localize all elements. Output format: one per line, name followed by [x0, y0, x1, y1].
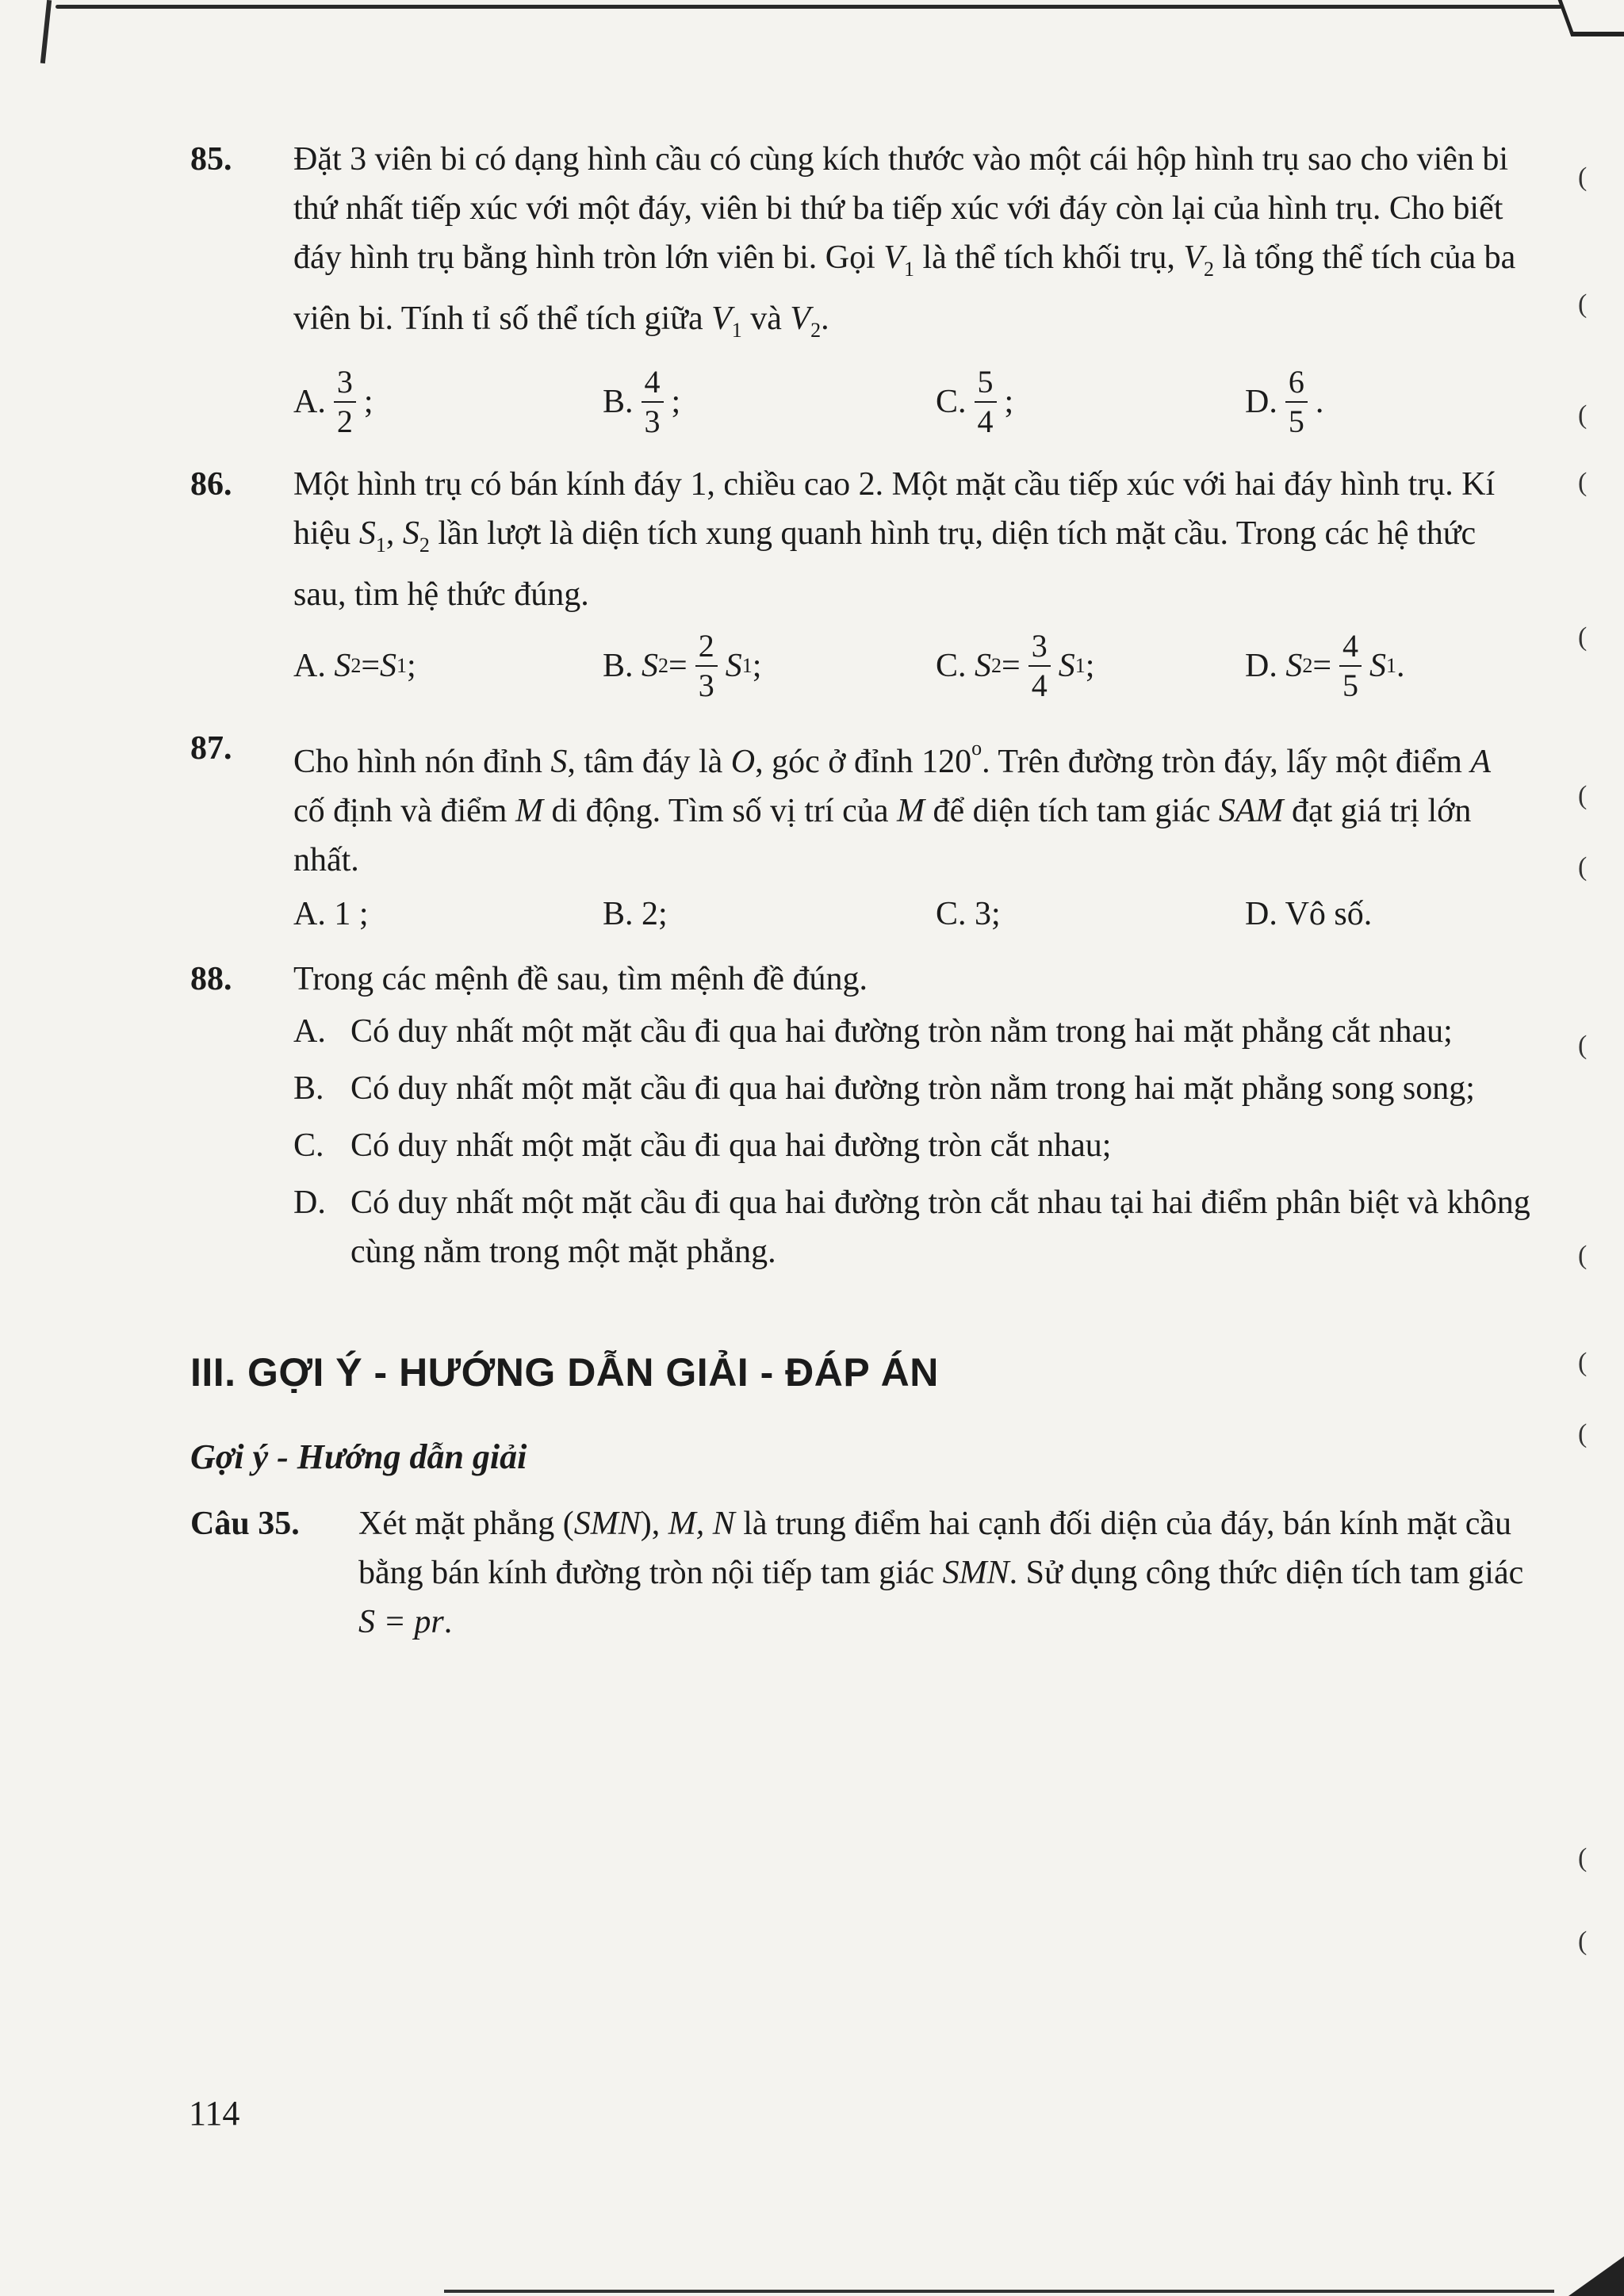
page-border-bottom	[444, 2290, 1554, 2293]
fraction: $\frac{3}{4}$	[1028, 627, 1051, 705]
margin-mark: (	[1578, 622, 1588, 652]
margin-mark: (	[1578, 1348, 1588, 1377]
question-number: 85.	[190, 141, 232, 178]
question-88	[190, 955, 1530, 1276]
option-b: B. 2;	[603, 896, 668, 932]
question-number: 86.	[190, 466, 232, 503]
solution-label: Câu 35.	[190, 1506, 300, 1542]
page-content	[190, 135, 1530, 1647]
question-number: 87.	[190, 730, 232, 767]
subheading: Gợi ý - Hướng dẫn giải	[190, 1437, 527, 1476]
margin-mark: (	[1578, 781, 1588, 810]
margin-mark: (	[1578, 468, 1588, 497]
margin-mark: (	[1578, 852, 1588, 882]
question-86	[190, 460, 1530, 713]
section-heading: III. GỢI Ý - HƯỚNG DẪN GIẢI - ĐÁP ÁN	[190, 1350, 939, 1395]
option-c: C. Có duy nhất một mặt cầu đi qua hai đường tròn cắt nhau;	[293, 1127, 1112, 1164]
page-number: 114	[189, 2094, 240, 2133]
option-c: C. $\frac{5}{4}$ ;	[936, 364, 1014, 439]
option-a: A. $\frac{3}{2}$ ;	[293, 364, 373, 439]
margin-mark: (	[1578, 289, 1588, 319]
question-text: Cho hình nón đỉnh S, tâm đáy là O, góc ở đỉnh 120$^o$. Trên đường tròn đáy, lấy một điểm A cố định và điểm M di động. Tìm số vị trí của M để diện tích tam giác SAM đạt giá trị lớn nhất.	[293, 737, 1492, 878]
answer-options	[293, 885, 1530, 943]
page-border-left	[40, 0, 52, 63]
option-a: A. S 2 = S 1 ;	[293, 648, 416, 684]
margin-mark: (	[1578, 1419, 1588, 1448]
solution-cau-35: Câu 35. Xét mặt phẳng (SMN), M, N là trung điểm hai cạnh đối diện của đáy, bán kính mặt cầu bằng bán kính đường tròn nội tiếp tam giác SMN. Sử dụng công thức diện tích tam giác S = pr.	[190, 1499, 1530, 1647]
margin-mark: (	[1578, 163, 1588, 192]
option-c: C. 3;	[936, 896, 1001, 932]
question-87	[190, 724, 1530, 943]
answer-options	[293, 355, 1530, 449]
fraction: $\frac{3}{2}$	[334, 363, 356, 441]
fraction: $\frac{4}{3}$	[642, 363, 664, 441]
margin-mark: (	[1578, 1031, 1588, 1060]
margin-mark: (	[1578, 1843, 1588, 1873]
question-85	[190, 135, 1530, 449]
option-d: D. Có duy nhất một mặt cầu đi qua hai đường tròn cắt nhau tại hai điểm phân biệt và không cùng nằm trong một mặt phẳng.	[293, 1184, 1530, 1270]
fraction: $\frac{4}{5}$	[1339, 627, 1362, 705]
margin-mark: (	[1578, 1927, 1588, 1956]
question-text: Trong các mệnh đề sau, tìm mệnh đề đúng.	[293, 961, 868, 997]
option-d: D. Vô số.	[1245, 896, 1373, 932]
option-d: D. S 2 = $\frac{4}{5}$ S 1 .	[1245, 628, 1405, 703]
fraction: $\frac{6}{5}$	[1285, 363, 1308, 441]
answer-options	[293, 619, 1530, 713]
question-text: Đặt 3 viên bi có dạng hình cầu có cùng kích thước vào một cái hộp hình trụ sao cho viên bi thứ nhất tiếp xúc với một đáy, viên bi thứ ba tiếp xúc với đáy còn lại của hình trụ. Cho biết đáy hình trụ bằng hình tròn lớn viên bi. Gọi $V_1$ là thể tích khối trụ, $V_2$ là tổng thể tích của ba viên bi. Tính tỉ số thể tích giữa $V_1$ và $V_2$.	[293, 141, 1516, 342]
option-c: C. S 2 = $\frac{3}{4}$ S 1 ;	[936, 628, 1095, 703]
margin-mark: (	[1578, 400, 1588, 430]
option-a: A. Có duy nhất một mặt cầu đi qua hai đường tròn nằm trong hai mặt phẳng cắt nhau;	[293, 1013, 1453, 1050]
fraction: $\frac{2}{3}$	[695, 627, 718, 705]
option-d: D. $\frac{6}{5}$ .	[1245, 364, 1324, 439]
right-margin-marks	[1578, 0, 1610, 2296]
page-border-top	[56, 5, 1562, 9]
option-b: B. $\frac{4}{3}$ ;	[603, 364, 681, 439]
question-number: 88.	[190, 961, 232, 997]
option-b: B. Có duy nhất một mặt cầu đi qua hai đường tròn nằm trong hai mặt phẳng song song;	[293, 1070, 1475, 1107]
option-b: B. S 2 = $\frac{2}{3}$ S 1 ;	[603, 628, 762, 703]
margin-mark: (	[1578, 1241, 1588, 1270]
question-text: Một hình trụ có bán kính đáy 1, chiều cao 2. Một mặt cầu tiếp xúc với hai đáy hình trụ. Kí hiệu $S_1$, $S_2$ lần lượt là diện tích xung quanh hình trụ, diện tích mặt cầu. Trong các hệ thức sau, tìm hệ thức đúng.	[293, 466, 1496, 613]
option-a: A. 1 ;	[293, 896, 369, 932]
fraction: $\frac{5}{4}$	[975, 363, 997, 441]
